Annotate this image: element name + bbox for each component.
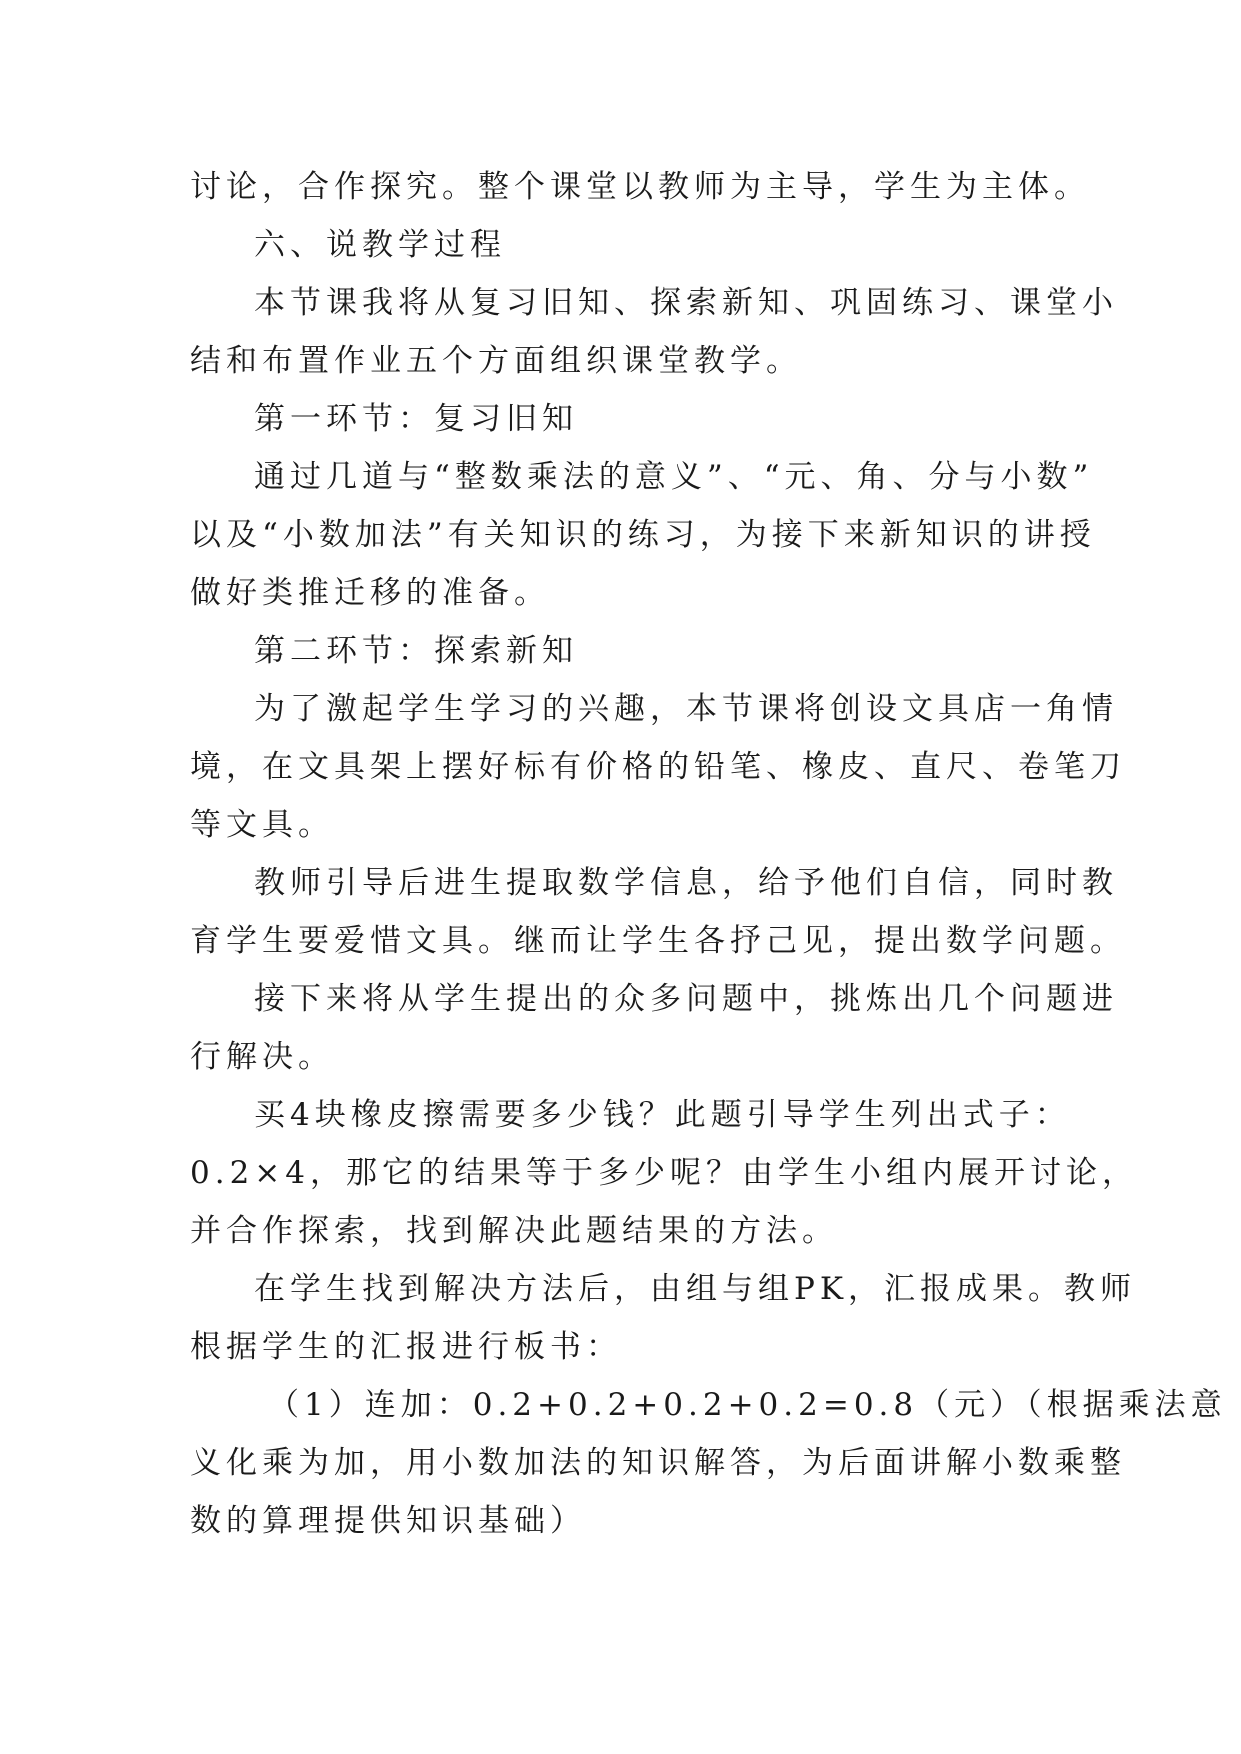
paragraph-line: 义化乘为加，用小数加法的知识解答，为后面讲解小数乘整 xyxy=(190,1445,1126,1481)
paragraph-line: 在学生找到解决方法后，由组与组PK，汇报成果。教师 xyxy=(254,1271,1137,1307)
paragraph-line: 境，在文具架上摆好标有价格的铅笔、橡皮、直尺、卷笔刀 xyxy=(190,749,1126,785)
paragraph-line: 做好类推迁移的准备。 xyxy=(190,575,550,611)
paragraph-line: 数的算理提供知识基础） xyxy=(190,1503,586,1539)
paragraph-line: 买4块橡皮擦需要多少钱？此题引导学生列出式子： xyxy=(254,1097,1071,1133)
paragraph-line: 根据学生的汇报进行板书： xyxy=(190,1329,622,1365)
section-heading: 六、说教学过程 xyxy=(254,227,506,263)
paragraph-line: 等文具。 xyxy=(190,807,334,843)
paragraph-line: （1）连加：0.2+0.2+0.2+0.2=0.8（元）（根据乘法意 xyxy=(268,1387,1227,1423)
paragraph-line: 育学生要爱惜文具。继而让学生各抒己见，提出数学问题。 xyxy=(190,923,1126,959)
subsection-heading: 第二环节：探索新知 xyxy=(254,633,578,669)
paragraph-line: 行解决。 xyxy=(190,1039,334,1075)
paragraph-line: 通过几道与“整数乘法的意义”、“元、角、分与小数” xyxy=(254,459,1094,495)
paragraph-line: 0.2×4，那它的结果等于多少呢？由学生小组内展开讨论， xyxy=(190,1155,1138,1191)
paragraph-line: 教师引导后进生提取数学信息，给予他们自信，同时教 xyxy=(254,865,1118,901)
subsection-heading: 第一环节：复习旧知 xyxy=(254,401,578,437)
paragraph-line: 本节课我将从复习旧知、探索新知、巩固练习、课堂小 xyxy=(254,285,1118,321)
paragraph-line: 为了激起学生学习的兴趣，本节课将创设文具店一角情 xyxy=(254,691,1118,727)
text-line: 讨论，合作探究。整个课堂以教师为主导，学生为主体。 xyxy=(190,169,1090,205)
paragraph-line: 结和布置作业五个方面组织课堂教学。 xyxy=(190,343,802,379)
paragraph-line: 并合作探索，找到解决此题结果的方法。 xyxy=(190,1213,838,1249)
paragraph-line: 接下来将从学生提出的众多问题中，挑炼出几个问题进 xyxy=(254,981,1118,1017)
paragraph-line: 以及“小数加法”有关知识的练习，为接下来新知识的讲授 xyxy=(190,517,1096,553)
